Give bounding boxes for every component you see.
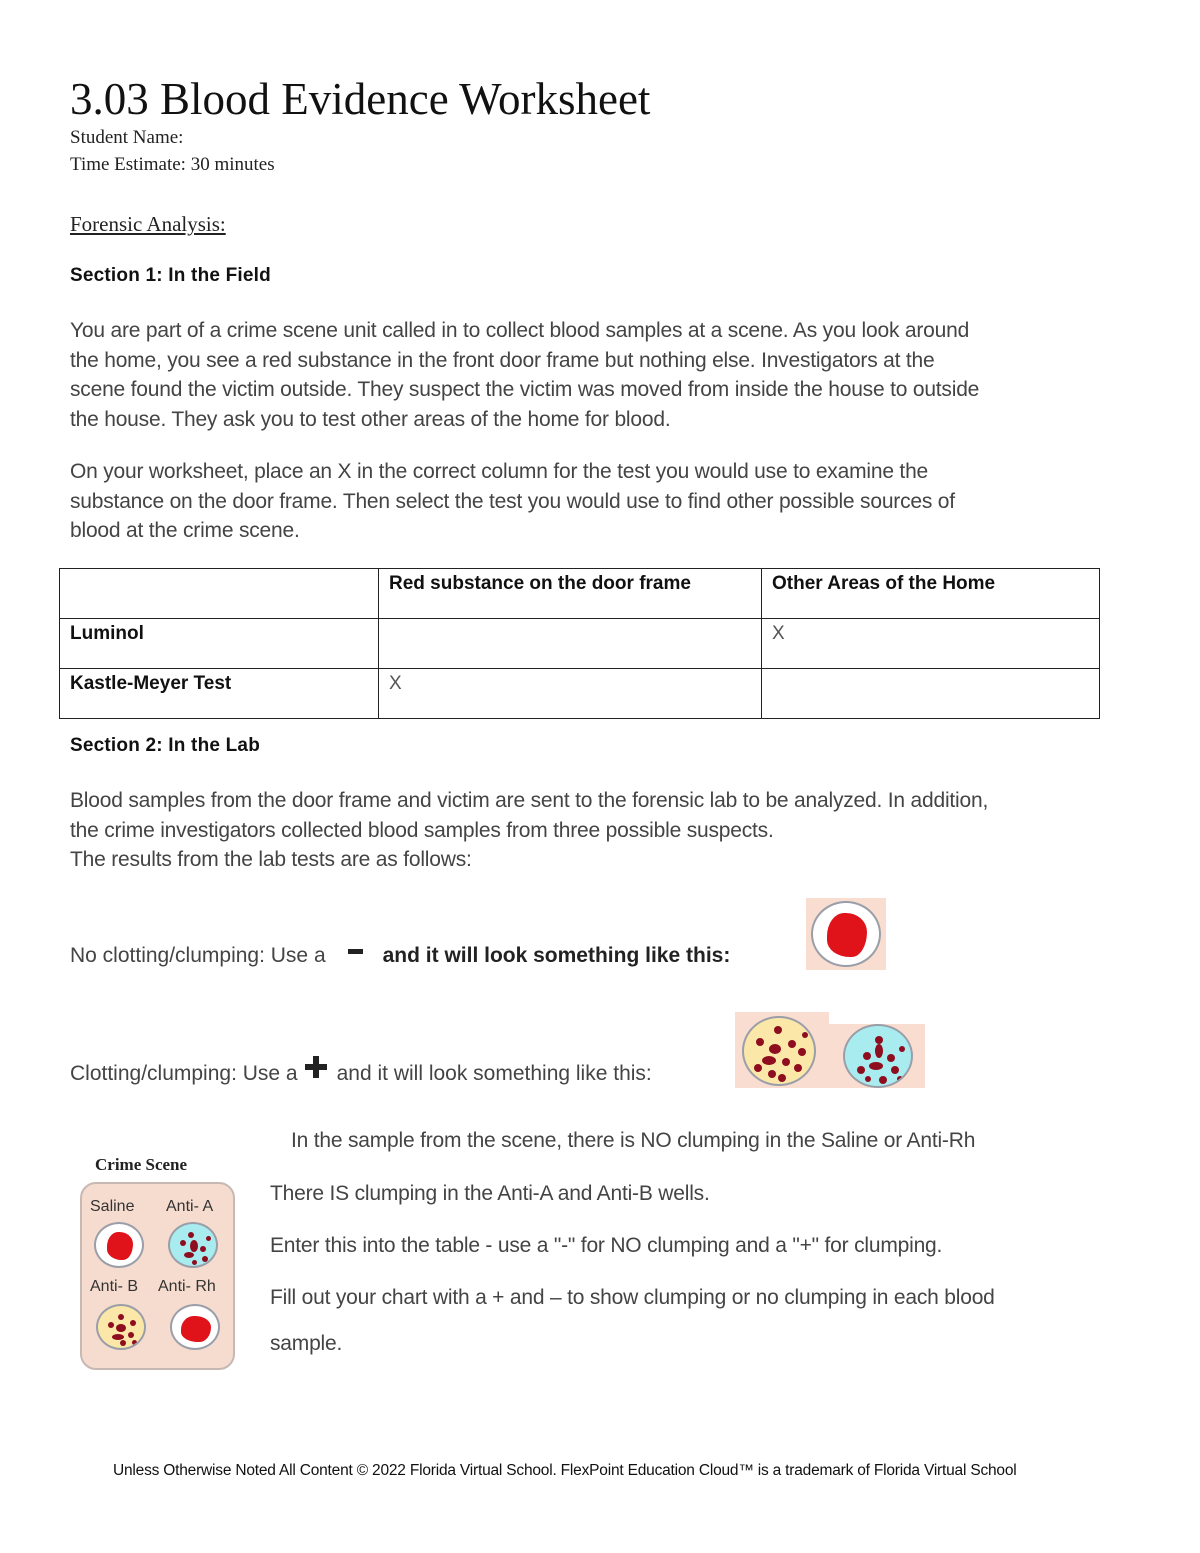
paragraph-line: On your worksheet, place an X in the correct column for the test you would use to examine the	[70, 460, 929, 483]
minus-symbol-icon	[348, 949, 363, 954]
well-label-saline: Saline	[90, 1198, 135, 1215]
forensic-analysis-heading: Forensic Analysis:	[70, 212, 226, 236]
table-header-cell: Red substance on the door frame	[379, 569, 762, 619]
test-name-cell: Luminol	[60, 619, 379, 669]
well-label-anti-a: Anti- A	[166, 1198, 214, 1215]
well-label-anti-rh: Anti- Rh	[158, 1278, 216, 1295]
answer-cell[interactable]: X	[762, 619, 1100, 669]
clumping-example-cyan	[829, 1024, 925, 1088]
section-2-heading: Section 2: In the Lab	[70, 735, 260, 756]
crime-scene-panel	[80, 1182, 235, 1370]
copyright-footer: Unless Otherwise Noted All Content © 2022 Florida Virtual School. FlexPoint Education Cloud™ is a trademark of Florida Virtual School	[113, 1462, 1017, 1479]
paragraph-line: You are part of a crime scene unit called in to collect blood samples at a scene. As you look around	[70, 319, 970, 342]
no-clumping-prefix: No clotting/clumping: Use a	[70, 944, 326, 967]
answer-cell[interactable]	[379, 619, 762, 669]
clumping-suffix: and it will look something like this:	[336, 1062, 652, 1085]
paragraph-line: the crime investigators collected blood samples from three possible suspects.	[70, 818, 774, 842]
section-2-paragraph	[70, 786, 1130, 875]
instruction-line: Enter this into the table - use a "-" for NO clumping and a "+" for clumping.	[270, 1234, 943, 1257]
red-blob-icon	[827, 913, 867, 957]
answer-cell[interactable]	[762, 669, 1100, 719]
time-estimate: Time Estimate: 30 minutes	[70, 154, 275, 175]
test-name-cell: Kastle-Meyer Test	[60, 669, 379, 719]
plus-symbol-icon	[305, 1056, 327, 1078]
dish-icon	[742, 1016, 816, 1086]
section-1-paragraph-1	[70, 316, 1130, 434]
no-clumping-suffix: and it will look something like this:	[382, 944, 731, 967]
anti-b-well-icon	[96, 1304, 146, 1350]
paragraph-line: Blood samples from the door frame and victim are sent to the forensic lab to be analyzed. In addition,	[70, 789, 989, 812]
crime-scene-title: Crime Scene	[95, 1155, 188, 1174]
page-title: 3.03 Blood Evidence Worksheet	[70, 74, 651, 124]
well-label-anti-b: Anti- B	[90, 1278, 139, 1295]
paragraph-line: The results from the lab tests are as follows:	[70, 848, 472, 871]
instruction-line: In the sample from the scene, there is NO clumping in the Saline or Anti-Rh	[291, 1129, 976, 1152]
student-name-label: Student Name:	[70, 127, 184, 148]
paragraph-line: the house. They ask you to test other areas of the home for blood.	[70, 407, 671, 431]
answer-cell[interactable]: X	[379, 669, 762, 719]
section-1-heading: Section 1: In the Field	[70, 265, 271, 286]
clumping-example-yellow	[735, 1012, 829, 1088]
table-header-row	[60, 569, 1100, 619]
paragraph-line: blood at the crime scene.	[70, 519, 300, 542]
instruction-line: sample.	[270, 1332, 343, 1355]
clumping-prefix: Clotting/clumping: Use a	[70, 1062, 298, 1085]
test-selection-table	[59, 568, 1100, 719]
saline-well-icon	[94, 1222, 144, 1268]
table-row	[60, 619, 1100, 669]
table-header-cell: Other Areas of the Home	[762, 569, 1100, 619]
instruction-line: Fill out your chart with a + and – to show clumping or no clumping in each blood	[270, 1286, 995, 1309]
no-clumping-example-image	[806, 898, 886, 970]
no-clumping-line	[70, 944, 730, 968]
section-1-paragraph-2	[70, 457, 1130, 546]
dish-icon	[811, 901, 881, 967]
table-row	[60, 669, 1100, 719]
anti-rh-well-icon	[170, 1304, 220, 1350]
paragraph-line: scene found the victim outside. They suspect the victim was moved from inside the house to outside	[70, 378, 980, 401]
paragraph-line: the home, you see a red substance in the front door frame but nothing else. Investigators at the	[70, 348, 935, 372]
dish-icon	[843, 1024, 913, 1088]
instruction-line: There IS clumping in the Anti-A and Anti-B wells.	[270, 1182, 710, 1205]
anti-a-well-icon	[168, 1222, 218, 1268]
clumping-line	[70, 1056, 652, 1086]
table-header-cell	[60, 569, 379, 619]
paragraph-line: substance on the door frame. Then select the test you would use to find other possible sources of	[70, 489, 955, 513]
